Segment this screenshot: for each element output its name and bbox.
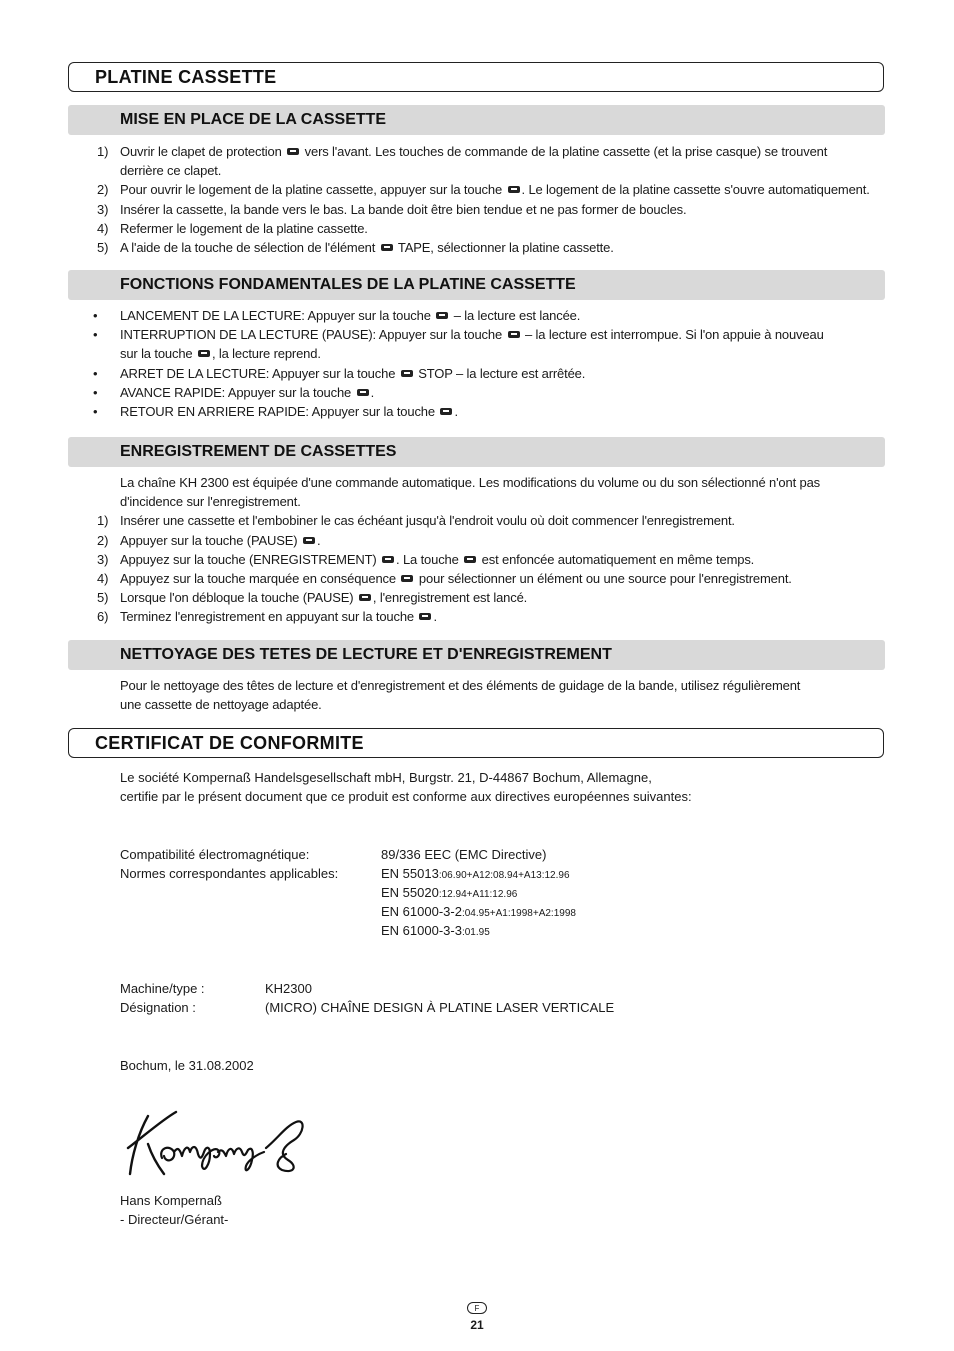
designation-label: Désignation : xyxy=(120,1000,196,1015)
list-enregistrement xyxy=(0,473,954,627)
designation-value: (MICRO) CHAÎNE DESIGN À PLATINE LASER VERTICALE xyxy=(265,1000,615,1015)
button-13-icon xyxy=(359,594,371,601)
section-title-certificat: CERTIFICAT DE CONFORMITE xyxy=(68,728,884,758)
button-16-icon xyxy=(440,408,452,415)
list-item: • LANCEMENT DE LA LECTURE: Appuyer sur la touche – la lecture est lancée. xyxy=(93,308,581,323)
button-8-icon xyxy=(401,575,413,582)
norme-item: EN 55013:06.90+A12:08.94+A13:12.96 xyxy=(381,866,570,881)
button-13-icon xyxy=(198,350,210,357)
cert-text-line: certifie par le présent document que ce produit est conforme aux directives européennes suivantes: xyxy=(120,789,692,804)
list-item: 1) Insérer une cassette et l'embobiner le cas échéant jusqu'à l'endroit voulu où doit commencer l'enregistrement. xyxy=(97,513,735,529)
list-item: 5) Lorsque l'on débloque la touche (PAUSE) , l'enregistrement est lancé. xyxy=(97,590,528,606)
list-item: 1) Ouvrir le clapet de protection vers l'avant. Les touches de commande de la platine cassette (et la prise casque) se trouvent derrière ce clapet. xyxy=(97,144,828,179)
button-14-icon xyxy=(419,613,431,620)
list-item: 4) Appuyez sur la touche marquée en conséquence pour sélectionner un élément ou une source pour l'enregistrement. xyxy=(97,571,792,587)
list-item: 4) Refermer le logement de la platine cassette. xyxy=(97,220,368,236)
heading-mise-en-place: MISE EN PLACE DE LA CASSETTE xyxy=(68,105,885,135)
button-17-icon xyxy=(464,556,476,563)
list-item: • AVANCE RAPIDE: Appuyer sur la touche . xyxy=(93,384,375,400)
button-13-icon xyxy=(303,537,315,544)
button-15-icon xyxy=(357,389,369,396)
signer-name: Hans Kompernaß xyxy=(120,1193,222,1208)
button-16-icon xyxy=(287,148,299,155)
machine-value: KH2300 xyxy=(265,981,312,996)
language-badge: F xyxy=(467,1302,487,1314)
list-item: 2) Appuyer sur la touche (PAUSE) . xyxy=(97,532,321,548)
compat-value: 89/336 EEC (EMC Directive) xyxy=(381,847,547,862)
list-item: 3) Insérer la cassette, la bande vers le bas. La bande doit être bien tendue et ne pas former de boucles. xyxy=(97,201,687,217)
list-item: 3) Appuyez sur la touche (ENREGISTREMENT) . La touche est enfoncée automatiquement en même temps. xyxy=(97,551,755,567)
button-17-icon xyxy=(436,312,448,319)
norme-item: EN 61000-3-3:01.95 xyxy=(381,923,490,938)
button-8-icon xyxy=(381,244,393,251)
place-date: Bochum, le 31.08.2002 xyxy=(120,1058,254,1073)
heading-nettoyage: NETTOYAGE DES TETES DE LECTURE ET D'ENREGISTREMENT xyxy=(68,640,885,670)
signer-role: - Directeur/Gérant- xyxy=(120,1212,229,1227)
list-item: 2) Pour ouvrir le logement de la platine cassette, appuyer sur la touche . Le logement de la platine cassette s'ouvre automatiquement. xyxy=(97,182,870,198)
list-mise-en-place xyxy=(0,142,954,257)
section-title-platine: PLATINE CASSETTE xyxy=(68,62,884,92)
list-item: 6) Terminez l'enregistrement en appuyant sur la touche . xyxy=(97,609,437,625)
signature-image xyxy=(118,1108,318,1180)
text-nettoyage: Pour le nettoyage des têtes de lecture et d'enregistrement et des éléments de guidage de la bande, utilisez régulièrement une cassette de nettoyage adaptée. xyxy=(120,678,801,713)
button-13-icon xyxy=(508,331,520,338)
heading-enregistrement: ENREGISTREMENT DE CASSETTES xyxy=(68,437,885,467)
list-item: 5) A l'aide de la touche de sélection de l'élément TAPE, sélectionner la platine cassette. xyxy=(97,240,614,256)
cert-text-line: Le société Kompernaß Handelsgesellschaft mbH, Burgstr. 21, D-44867 Bochum, Allemagne, xyxy=(120,770,652,785)
normes-label: Normes correspondantes applicables: xyxy=(120,866,339,881)
page-number: 21 xyxy=(470,1318,484,1332)
norme-item: EN 61000-3-2:04.95+A1:1998+A2:1998 xyxy=(381,904,576,919)
compat-label: Compatibilité électromagnétique: xyxy=(120,847,310,862)
list-fonctions xyxy=(0,306,954,421)
button-14-icon xyxy=(401,370,413,377)
norme-item: EN 55020:12.94+A11:12.96 xyxy=(381,885,518,900)
list-item: • INTERRUPTION DE LA LECTURE (PAUSE): Appuyer sur la touche – la lecture est interrompue. Si l'on appuie à nouveau sur la touche , la lecture reprend. xyxy=(93,327,824,362)
list-item: • RETOUR EN ARRIERE RAPIDE: Appuyer sur la touche . xyxy=(93,404,458,420)
button-14-icon xyxy=(508,186,520,193)
button-18-icon xyxy=(382,556,394,563)
intro-text: La chaîne KH 2300 est équipée d'une commande automatique. Les modifications du volume ou du son sélectionné n'ont pas d'incidence sur l'enregistrement. xyxy=(120,475,821,510)
machine-label: Machine/type : xyxy=(120,981,205,996)
list-item: • ARRET DE LA LECTURE: Appuyer sur la touche STOP – la lecture est arrêtée. xyxy=(93,365,586,381)
heading-fonctions: FONCTIONS FONDAMENTALES DE LA PLATINE CASSETTE xyxy=(68,270,885,300)
